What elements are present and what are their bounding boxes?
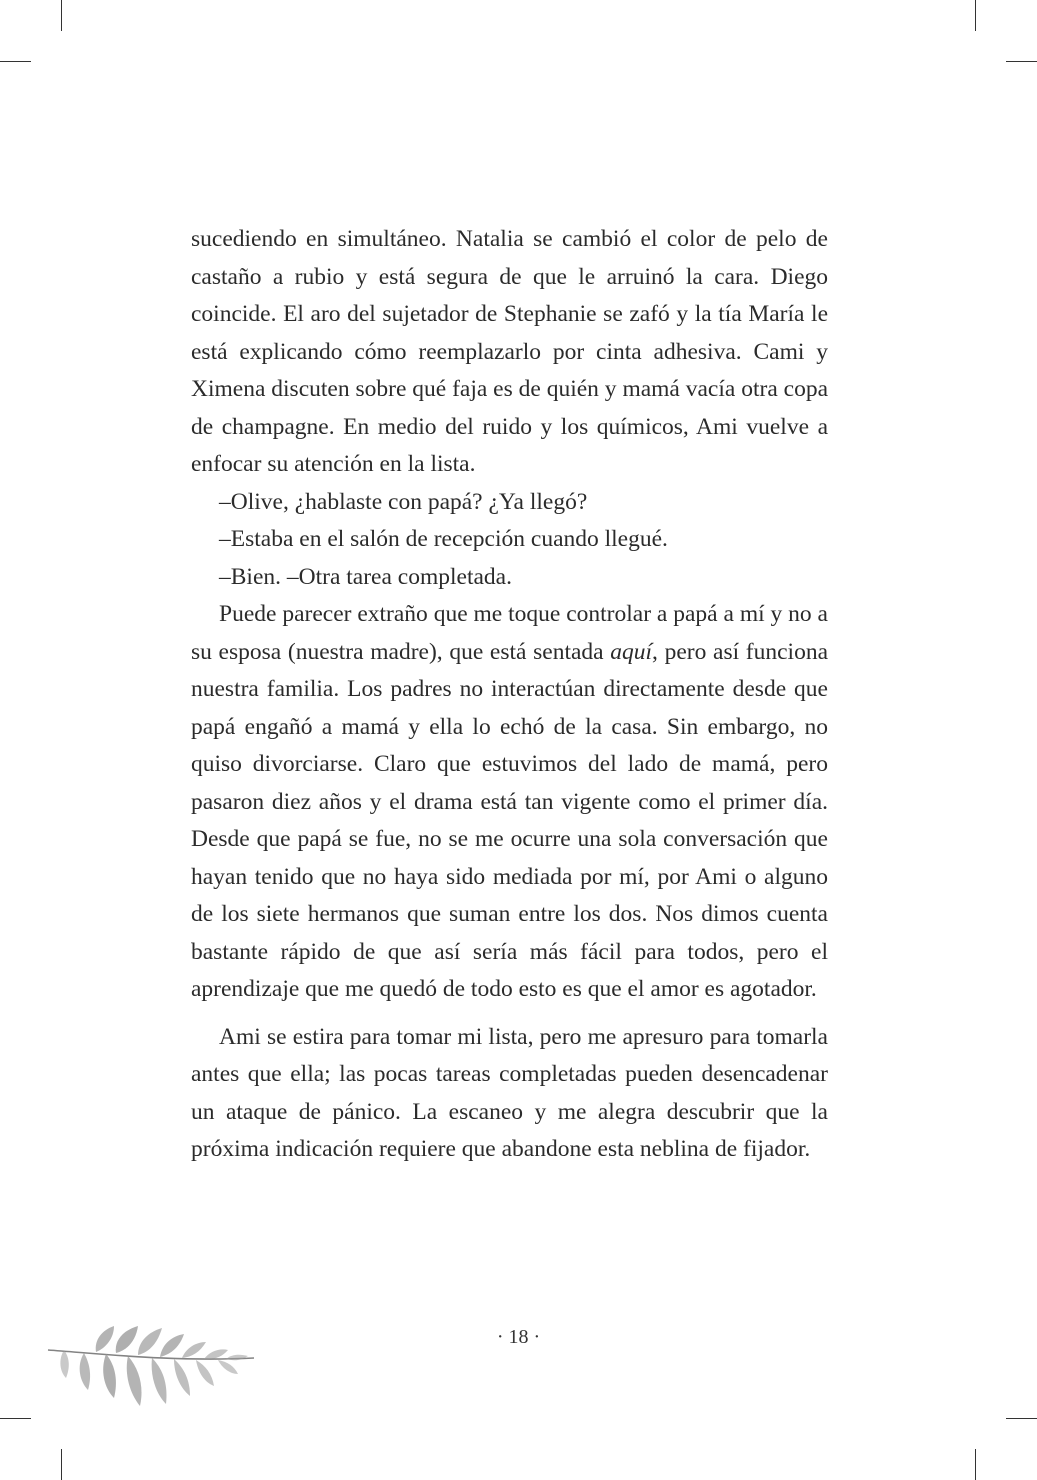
paragraph-5-start: Puede parecer extraño que me toque controlar a papá a mí y no a su esposa (nuestra madre), que está sentada <box>191 601 828 665</box>
crop-mark-top-left-h <box>0 61 31 62</box>
paragraph-5 <box>191 596 828 1009</box>
paragraph-1: sucediendo en simultáneo. Natalia se cambió el color de pelo de castaño a rubio y está segura de que le arruinó la cara. Diego coincide. El aro del sujetador de Stephanie se zafó y la tía María le está explicando cómo reemplazarlo por cinta adhesiva. Cami y Ximena discuten sobre qué faja es de quién y mamá vacía otra copa de champagne. En medio del ruido y los químicos, Ami vuelve a enfocar su atención en la lista. <box>191 226 828 477</box>
paragraph-6: Ami se estira para tomar mi lista, pero me apresuro para tomarla antes que ella; las pocas tareas completadas pueden desencadenar un ataque de pánico. La escaneo y me alegra descubrir que la próxima indicación requiere que abandone esta neblina de fijador. <box>191 1023 828 1162</box>
crop-mark-top-right-h <box>1006 61 1037 62</box>
leaf-branch-icon <box>44 1326 259 1436</box>
paragraph-5-emphasis: aquí <box>610 638 653 665</box>
dialogue-line-2: –Estaba en el salón de recepción cuando llegué. <box>219 526 668 552</box>
crop-mark-top-left <box>61 0 62 31</box>
crop-mark-bottom-left <box>61 1449 62 1480</box>
crop-mark-bottom-left-h <box>0 1418 31 1419</box>
crop-mark-bottom-right-h <box>1006 1418 1037 1419</box>
crop-mark-top-right <box>975 0 976 31</box>
body-text <box>191 221 828 1169</box>
dialogue-line-1: –Olive, ¿hablaste con papá? ¿Ya llegó? <box>219 488 588 515</box>
crop-mark-bottom-right <box>975 1449 976 1480</box>
paragraph-5-end: , pero así funciona nuestra familia. Los padres no interactúan directamente desde que papá engañó a mamá y ella lo echó de la casa. Sin embargo, no quiso divorciarse. Claro que estuvimos del lado de mamá, pero pasaron diez años y el drama está tan vigente como el primer día. Desde que papá se fue, no se me ocurre una sola conversación que hayan tenido que no haya sido mediada por mí, por Ami o alguno de los siete hermanos que suman entre los dos. Nos dimos cuenta bastante rápido de que así sería más fácil para todos, pero el aprendizaje que me quedó de todo esto es que el amor es agotador. <box>191 638 828 1002</box>
dialogue-line-3: –Bien. –Otra tarea completada. <box>219 563 512 590</box>
page-number: · 18 · <box>496 1326 541 1348</box>
